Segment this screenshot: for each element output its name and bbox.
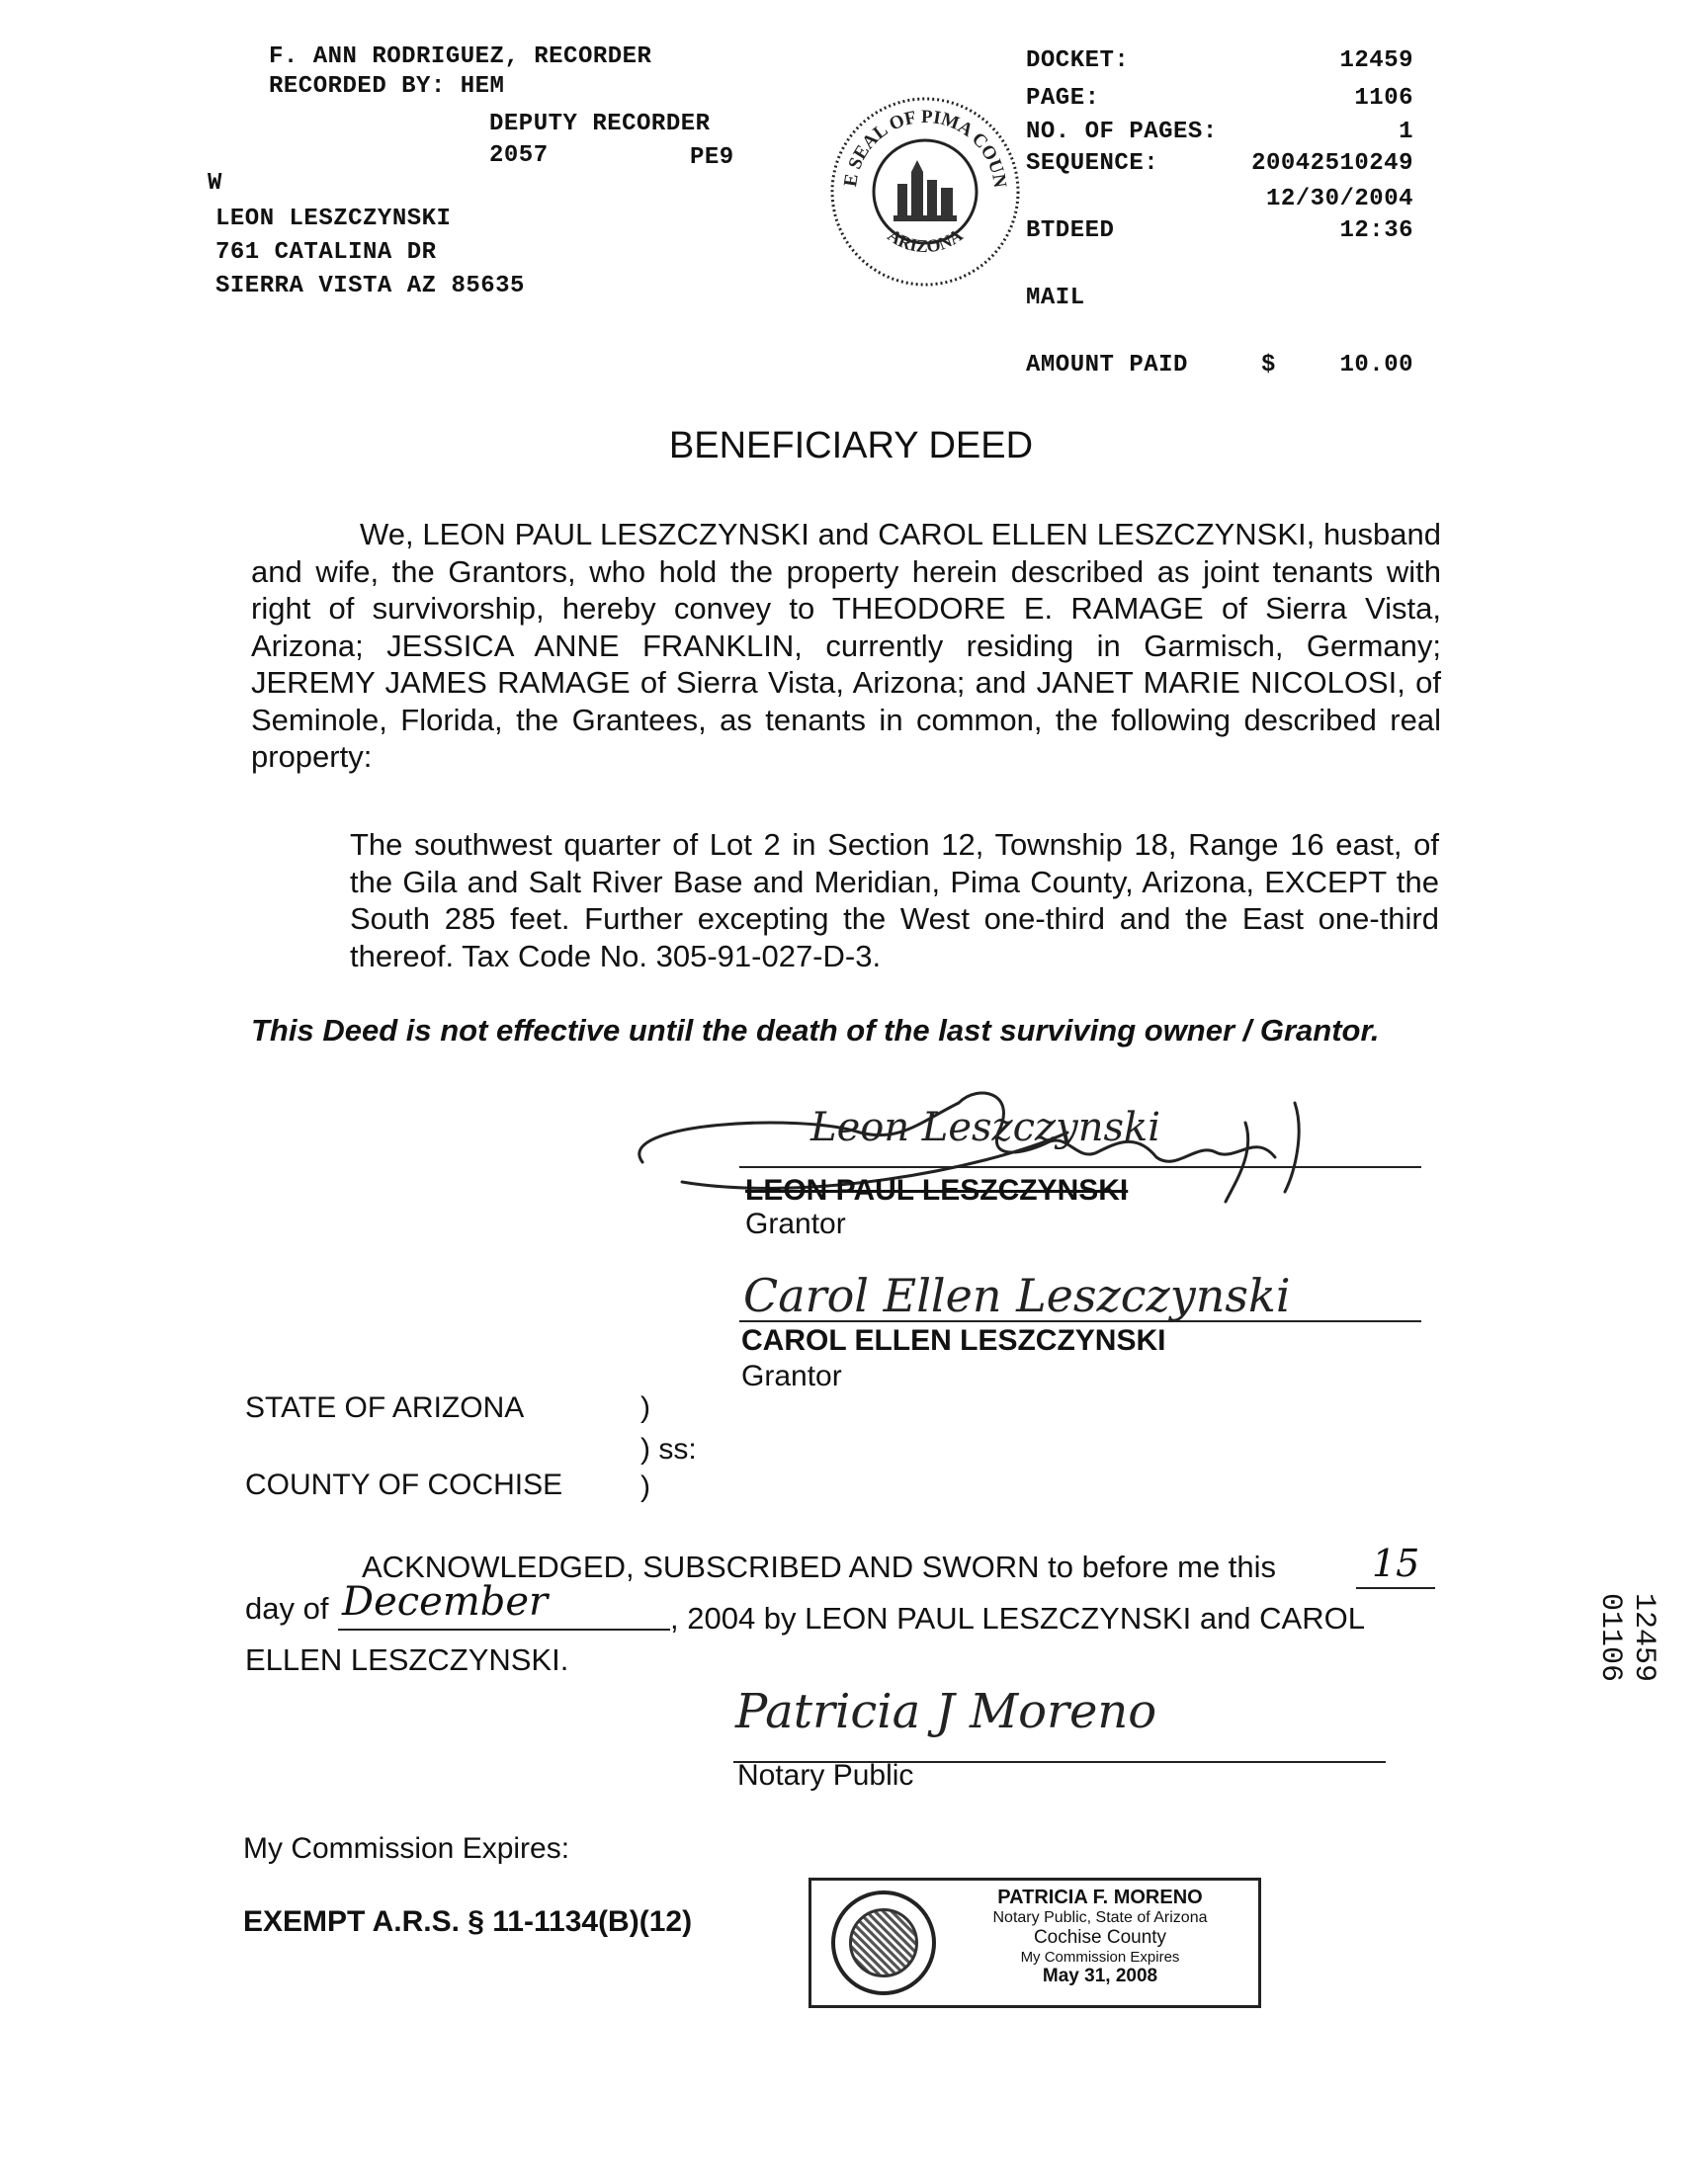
- venue-paren-3: ): [640, 1470, 650, 1503]
- return-name: LEON LESZCZYNSKI: [215, 206, 452, 232]
- notary-stamp-text: [950, 1881, 1250, 1987]
- date-row: [1026, 186, 1413, 217]
- document-title: BENEFICIARY DEED: [668, 425, 1034, 466]
- docket-value: 12459: [1339, 47, 1413, 74]
- grantor1-role: Grantor: [745, 1208, 846, 1240]
- grantor2-signature-line: [739, 1320, 1421, 1322]
- grantor2-name: CAROL ELLEN LESZCZYNSKI: [741, 1324, 1166, 1357]
- grantor2-role: Grantor: [741, 1360, 842, 1392]
- page-label: PAGE:: [1026, 85, 1100, 112]
- ack-month-line: [338, 1629, 670, 1631]
- sequence-row: [1026, 150, 1413, 182]
- stamp-name: PATRICIA F. MORENO: [997, 1887, 1203, 1908]
- currency-symbol: $: [1261, 352, 1276, 378]
- ack-lead: ACKNOWLEDGED, SUBSCRIBED AND SWORN to before me this: [362, 1550, 1277, 1584]
- state-seal-icon: [831, 1890, 936, 1995]
- venue-ss: ) ss:: [640, 1433, 697, 1466]
- stamp-line4: My Commission Expires: [1020, 1949, 1180, 1966]
- venue-county: COUNTY OF COCHISE: [245, 1469, 563, 1501]
- ack-day-line: [1356, 1587, 1435, 1589]
- recorder-mark: W: [208, 170, 222, 197]
- recorder-code-b: PE9: [690, 144, 734, 171]
- type-row: [1026, 217, 1413, 249]
- ack-day-of: day of: [245, 1591, 329, 1626]
- document-type: BTDEED: [1026, 217, 1115, 244]
- effective-notice: This Deed is not effective until the death of the last surviving owner / Grantor.: [251, 1013, 1380, 1048]
- page-value: 1106: [1354, 85, 1413, 112]
- mail-label: MAIL: [1026, 285, 1085, 311]
- amount-value: 10.00: [1339, 352, 1413, 378]
- sequence-label: SEQUENCE:: [1026, 150, 1159, 177]
- record-date: 12/30/2004: [1265, 186, 1413, 212]
- amount-row: [1026, 352, 1413, 383]
- pages-value: 1: [1399, 119, 1413, 145]
- seal-top-text: E SEAL OF PIMA COUN: [840, 106, 1011, 190]
- notary-signature: Patricia J Moreno: [735, 1684, 1157, 1739]
- return-street: 761 CATALINA DR: [215, 239, 437, 266]
- ack-month: December: [342, 1579, 549, 1625]
- stamp-line2: Notary Public, State of Arizona: [992, 1909, 1208, 1926]
- docket-row: [1026, 47, 1413, 79]
- county-seal: [818, 75, 1016, 273]
- ack-line3: ELLEN LESZCZYNSKI.: [245, 1642, 569, 1677]
- grantor1-signature-scribble: [603, 1063, 1394, 1251]
- stamp-line5: May 31, 2008: [1042, 1966, 1158, 1986]
- grantor1-signature-line: [739, 1166, 1421, 1168]
- margin-docket-stamp: 12459 01106: [1593, 1593, 1660, 1683]
- grantor2-signature: Carol Ellen Leszczynski: [743, 1269, 1291, 1322]
- svg-text:ARIZONA: [884, 225, 966, 257]
- county-seal-graphic: [826, 93, 1024, 291]
- pages-label: NO. OF PAGES:: [1026, 119, 1218, 145]
- pages-row: [1026, 119, 1413, 150]
- grantor1-signature: Leon Leszczynski: [810, 1105, 1161, 1150]
- recorder-code-a: 2057: [489, 142, 549, 169]
- deputy-recorder: DEPUTY RECORDER: [489, 111, 711, 137]
- amount-label: AMOUNT PAID: [1026, 352, 1188, 378]
- return-city: SIERRA VISTA AZ 85635: [215, 273, 525, 299]
- mail-row: [1026, 285, 1413, 316]
- seal-bottom-text: ARIZONA: [884, 224, 967, 257]
- notary-stamp: [808, 1878, 1261, 2008]
- venue-paren-1: ): [640, 1391, 650, 1424]
- grantor1-name: LEON PAUL LESZCZYNSKI: [745, 1174, 1129, 1207]
- stamp-line3: Cochise County: [1033, 1927, 1167, 1948]
- legal-description: The southwest quarter of Lot 2 in Section 12, Township 18, Range 16 east, of the Gila and Salt River Base and Meridian, Pima County, Arizona, EXCEPT the South 285 feet. Further excepting the West one-third and the East one-third thereof. Tax Code No. 305-91-027-D-3.: [350, 827, 1439, 973]
- ack-rest: , 2004 by LEON PAUL LESZCZYNSKI and CAROL: [670, 1601, 1365, 1636]
- recorded-by: RECORDED BY: HEM: [269, 73, 505, 100]
- grant-paragraph: We, LEON PAUL LESZCZYNSKI and CAROL ELLEN LESZCZYNSKI, husband and wife, the Grantors, who hold the property herein described as joint tenants with right of survivorship, hereby convey to THEODORE E. RAMAGE of Sierra Vista, Arizona; JESSICA ANNE FRANKLIN, currently residing in Garmisch, Germany; JEREMY JAMES RAMAGE of Sierra Vista, Arizona; and JANET MARIE NICOLOSI, of Seminole, Florida, the Grantees, as tenants in common, the following described real property:: [251, 517, 1441, 774]
- venue-state: STATE OF ARIZONA: [245, 1391, 525, 1424]
- ack-day: 15: [1372, 1542, 1420, 1585]
- commission-label: My Commission Expires:: [243, 1832, 570, 1865]
- exempt-statute: EXEMPT A.R.S. § 11-1134(B)(12): [243, 1905, 693, 1938]
- record-time: 12:36: [1339, 217, 1413, 244]
- recorder-name: F. ANN RODRIGUEZ, RECORDER: [269, 43, 652, 70]
- docket-label: DOCKET:: [1026, 47, 1130, 74]
- sequence-value: 20042510249: [1251, 150, 1413, 177]
- notary-label: Notary Public: [737, 1759, 914, 1792]
- page-row: [1026, 85, 1413, 117]
